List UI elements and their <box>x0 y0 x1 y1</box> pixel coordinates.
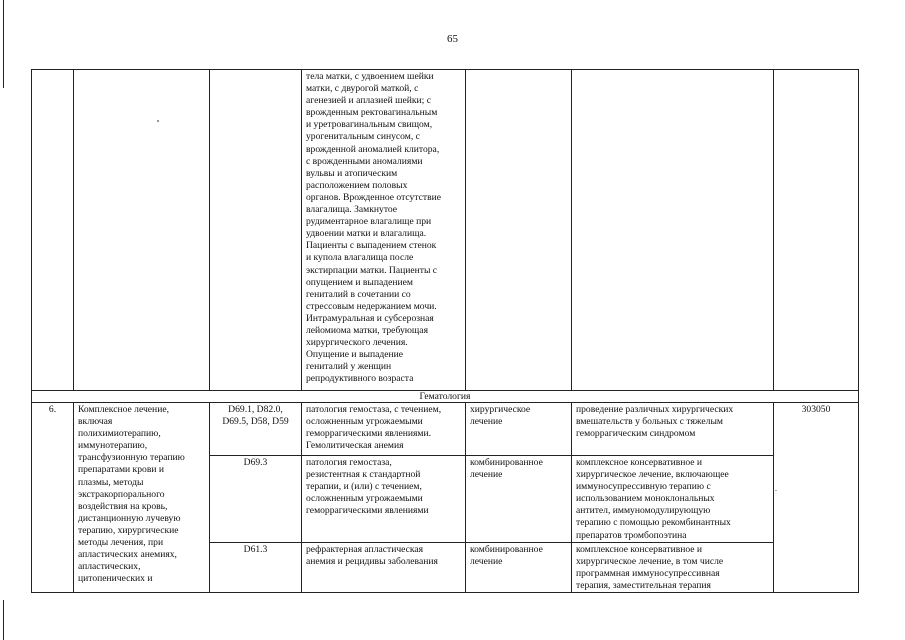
treatment-method: проведение различных хирургических вмешательств у больных с тяжелым геморрагическим синдромом <box>572 403 774 456</box>
procedures-table <box>31 69 859 593</box>
treatment-method: комплексное консервативное и хирургическое лечение, включающее иммуносупрессивную терапию с использованием моноклональных антител, иммуномодулирующую терапию с помощью рекомбинантных препаратов тромбопоэтина <box>572 456 774 543</box>
entry-number: 6. <box>32 403 74 593</box>
treatment-type-cell <box>466 70 572 391</box>
icd-codes: D61.3 <box>210 542 302 592</box>
table-row <box>32 70 859 391</box>
page-number: 65 <box>447 33 458 45</box>
scan-speck <box>775 490 777 491</box>
number-cell <box>32 70 74 391</box>
patient-model: рефрактерная апластическая анемия и рецидивы заболевания <box>302 542 466 592</box>
treatment-type: комбинированное лечение <box>466 456 572 543</box>
patient-model: патология гемостаза, с течением, осложненным угрожаемыми геморрагическими явлениями. Гемолитическая анемия <box>302 403 466 456</box>
patient-model: патология гемостаза, резистентная к стандартной терапии, и (или) с течением, осложненным угрожаемыми геморрагическими явлениями <box>302 456 466 543</box>
treatment-method: комплексное консервативное и хирургическое лечение, в том числе программная иммуносупрессивная терапия, заместительная терапия <box>572 542 774 592</box>
page-edge-line <box>3 600 4 640</box>
method-cell <box>572 70 774 391</box>
scan-speck <box>157 120 159 122</box>
section-row <box>32 391 859 403</box>
cost-cell <box>774 70 859 391</box>
table-row <box>32 403 859 456</box>
cost-value: 303050 <box>774 403 859 593</box>
treatment-type: хирургическое лечение <box>466 403 572 456</box>
icd-codes: D69.1, D82.0, D69.5, D58, D59 <box>210 403 302 456</box>
icd-codes: D69.3 <box>210 456 302 543</box>
patient-model-cell: тела матки, с удвоением шейки матки, с двурогой маткой, с агенезией и аплазией шейки; с врожденным ректовагинальным и уретровагинальным свищом, урогенитальным синусом, с врожденной аномалией клитора, с врожденными аномалиями вульвы и атопическим расположением половых органов. Врожденное отсутствие влагалища. Замкнутое рудиментарное влагалище при удвоении матки и влагалища. Пациенты с выпадением стенок и купола влагалища после экстирпации матки. Пациенты с опущением и выпадением гениталий в сочетании со стрессовым недержанием мочи. Интрамуральная и субсерозная лейомиома матки, требующая хирургического лечения. Опущение и выпадение гениталий у женщин репродуктивного возраста <box>302 70 466 391</box>
section-title: Гематология <box>32 391 859 403</box>
icd-cell <box>210 70 302 391</box>
name-cell <box>74 70 210 391</box>
entry-name: Комплексное лечение, включая полихимиотерапию, иммунотерапию, трансфузионную терапию препаратами крови и плазмы, методы экстракорпорального воздействия на кровь, дистанционную лучевую терапию, хирургические методы лечения, при апластических анемиях, апластических, цитопенических и <box>74 403 210 593</box>
treatment-type: комбинированное лечение <box>466 542 572 592</box>
